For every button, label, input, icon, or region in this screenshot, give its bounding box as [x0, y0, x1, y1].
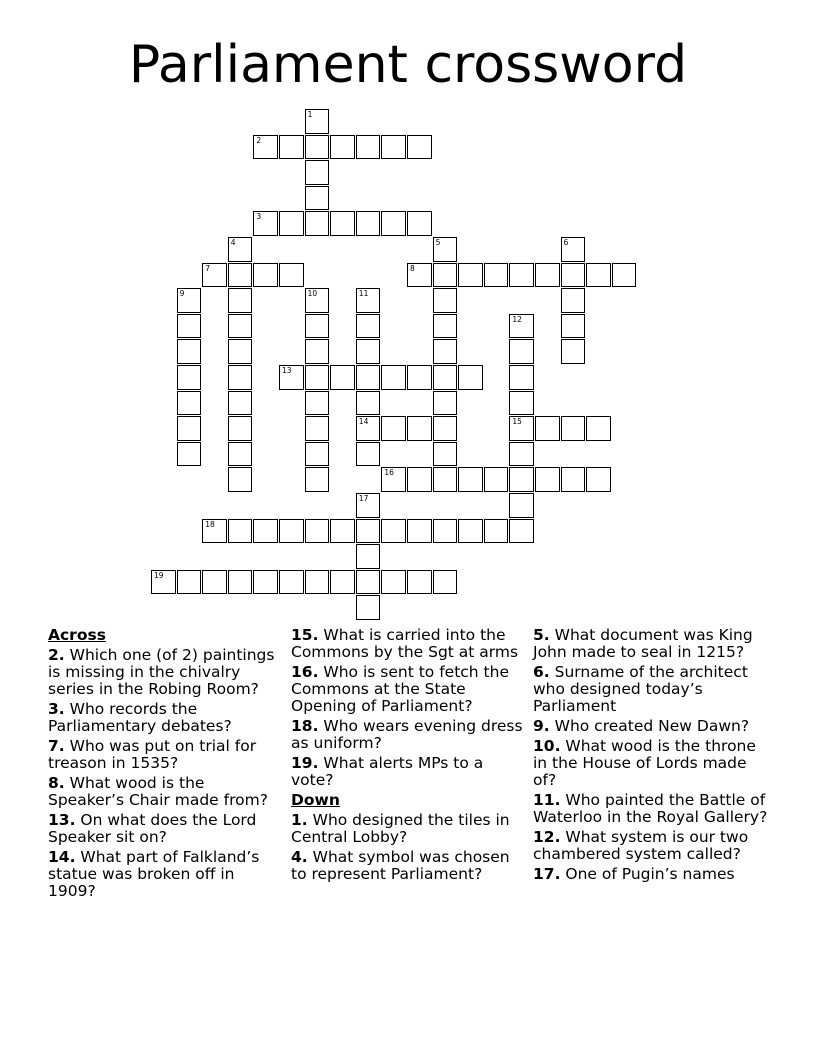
grid-cell[interactable] [177, 288, 202, 313]
clue [291, 849, 527, 883]
grid-cell[interactable] [561, 467, 586, 492]
clue-column-1 [48, 627, 284, 903]
clue-number: 11. [533, 791, 561, 809]
grid-cell[interactable] [356, 339, 381, 364]
clue [533, 792, 769, 826]
clue-text: What wood is the throne in the House of Lords made of? [533, 737, 756, 789]
grid-cell[interactable] [279, 519, 304, 544]
grid-cell[interactable] [433, 467, 458, 492]
grid-cell[interactable] [228, 263, 253, 288]
grid-cell[interactable] [433, 314, 458, 339]
clue [291, 755, 527, 789]
grid-cell[interactable] [509, 391, 534, 416]
clue-number: 15. [291, 626, 319, 644]
grid-cell[interactable] [356, 416, 381, 441]
grid-cell[interactable] [330, 570, 355, 595]
grid-cell[interactable] [535, 416, 560, 441]
grid-cell[interactable] [356, 493, 381, 518]
clue-number: 4. [291, 848, 308, 866]
grid-cell[interactable] [458, 519, 483, 544]
clue [533, 866, 769, 883]
grid-cell[interactable] [509, 365, 534, 390]
grid-cell[interactable] [228, 416, 253, 441]
clue-number-label: 11 [358, 289, 369, 299]
clue-number: 17. [533, 865, 561, 883]
grid-cell[interactable] [356, 442, 381, 467]
grid-cell[interactable] [484, 263, 509, 288]
clue-number: 10. [533, 737, 561, 755]
grid-cell[interactable] [381, 416, 406, 441]
grid-cell[interactable] [305, 160, 330, 185]
grid-cell[interactable] [381, 519, 406, 544]
grid-cell[interactable] [458, 263, 483, 288]
grid-cell[interactable] [586, 263, 611, 288]
clue-number-label: 2 [256, 135, 262, 145]
grid-cell[interactable] [509, 339, 534, 364]
grid-cell[interactable] [305, 519, 330, 544]
grid-cell[interactable] [330, 519, 355, 544]
clue-text: Who painted the Battle of Waterloo in the Royal Gallery? [533, 791, 768, 826]
clue-text: On what does the Lord Speaker sit on? [48, 811, 257, 846]
clue-number-label: 6 [563, 238, 569, 247]
clue-number-label: 3 [256, 212, 262, 222]
clue [48, 849, 284, 900]
grid-cell[interactable] [407, 211, 432, 236]
clue-text: What is carried into the Commons by the Sgt at arms [291, 626, 519, 661]
grid-cell[interactable] [484, 519, 509, 544]
grid-cell[interactable] [305, 570, 330, 595]
grid-cell[interactable] [561, 288, 586, 313]
clue [291, 718, 527, 752]
grid-cell[interactable] [407, 519, 432, 544]
grid-cell[interactable] [305, 339, 330, 364]
grid-cell[interactable] [177, 442, 202, 467]
grid-cell[interactable] [407, 416, 432, 441]
grid-cell[interactable] [305, 109, 330, 134]
grid-cell[interactable] [561, 237, 586, 262]
grid-cell[interactable] [202, 263, 227, 288]
clue-number: 18. [291, 717, 319, 735]
grid-cell[interactable] [228, 365, 253, 390]
grid-cell[interactable] [305, 391, 330, 416]
clue-number: 13. [48, 811, 76, 829]
grid-cell[interactable] [177, 314, 202, 339]
grid-cell[interactable] [151, 570, 176, 595]
grid-cell[interactable] [612, 263, 637, 288]
grid-cell[interactable] [433, 263, 458, 288]
grid-cell[interactable] [228, 339, 253, 364]
grid-cell[interactable] [253, 211, 278, 236]
clue-text: Surname of the architect who designed today’s Parliament [533, 663, 748, 715]
grid-cell[interactable] [509, 442, 534, 467]
clue-text: Who designed the tiles in Central Lobby? [291, 811, 510, 846]
grid-cell[interactable] [305, 211, 330, 236]
grid-cell[interactable] [177, 570, 202, 595]
clue-number-label: 12 [512, 314, 522, 324]
clue-text: Who created New Dawn? [554, 717, 750, 735]
grid-cell[interactable] [586, 416, 611, 441]
clue-number: 1. [291, 811, 308, 829]
clue-number-label: 5 [435, 238, 441, 247]
grid-cell[interactable] [228, 442, 253, 467]
grid-cell[interactable] [433, 519, 458, 544]
clue-text: What system is our two chambered system called? [533, 828, 749, 863]
grid-cell[interactable] [407, 263, 432, 288]
grid-cell[interactable] [433, 237, 458, 262]
grid-cell[interactable] [509, 416, 534, 441]
clue [533, 664, 769, 715]
clue-text: What symbol was chosen to represent Parliament? [291, 848, 510, 883]
clue-number: 2. [48, 646, 65, 664]
grid-cell[interactable] [586, 467, 611, 492]
grid-cell[interactable] [356, 570, 381, 595]
clue-number: 19. [291, 754, 319, 772]
grid-cell[interactable] [279, 570, 304, 595]
grid-cell[interactable] [356, 544, 381, 569]
grid-cell[interactable] [509, 467, 534, 492]
grid-cell[interactable] [228, 237, 253, 262]
grid-cell[interactable] [356, 135, 381, 160]
clue [533, 738, 769, 789]
clue-number-label: 8 [410, 263, 415, 273]
clue-number-label: 9 [179, 289, 185, 299]
grid-cell[interactable] [356, 391, 381, 416]
clue [533, 627, 769, 661]
down-heading: Down [291, 791, 340, 809]
grid-cell[interactable] [381, 211, 406, 236]
grid-cell[interactable] [407, 365, 432, 390]
clue-number-label: 1 [307, 110, 313, 119]
grid-cell[interactable] [228, 467, 253, 492]
clue-number: 9. [533, 717, 550, 735]
clue-text: What alerts MPs to a vote? [291, 754, 484, 789]
clue [291, 812, 527, 846]
clue [48, 738, 284, 772]
puzzle-title: Parliament crossword [128, 35, 688, 95]
grid-cell[interactable] [381, 570, 406, 595]
clue-number: 14. [48, 848, 76, 866]
clue-text: Who was put on trial for treason in 1535? [48, 737, 257, 772]
clue [48, 647, 284, 698]
clue [533, 829, 769, 863]
grid-cell[interactable] [202, 570, 227, 595]
clue-number: 7. [48, 737, 65, 755]
clue [48, 701, 284, 735]
grid-cell[interactable] [228, 314, 253, 339]
grid-cell[interactable] [381, 467, 406, 492]
grid-cell[interactable] [535, 263, 560, 288]
grid-cell[interactable] [433, 442, 458, 467]
grid-cell[interactable] [330, 211, 355, 236]
grid-cell[interactable] [433, 391, 458, 416]
grid-cell[interactable] [305, 467, 330, 492]
grid-cell[interactable] [407, 467, 432, 492]
clue-text: Who is sent to fetch the Commons at the State Opening of Parliament? [291, 663, 509, 715]
grid-cell[interactable] [228, 570, 253, 595]
across-heading: Across [48, 626, 106, 644]
grid-cell[interactable] [279, 365, 304, 390]
grid-cell[interactable] [433, 339, 458, 364]
clue [48, 812, 284, 846]
clue-number: 3. [48, 700, 65, 718]
grid-cell[interactable] [356, 519, 381, 544]
clue-text: Who wears evening dress as uniform? [291, 717, 523, 752]
clue-number-label: 7 [205, 263, 210, 273]
grid-cell[interactable] [509, 519, 534, 544]
grid-cell[interactable] [381, 365, 406, 390]
clue-number-label: 15 [512, 417, 522, 427]
grid-cell[interactable] [202, 519, 227, 544]
grid-cell[interactable] [433, 365, 458, 390]
clue [48, 775, 284, 809]
grid-cell[interactable] [561, 416, 586, 441]
grid-cell[interactable] [509, 314, 534, 339]
clue-column-2 [291, 627, 527, 886]
clue-text: Who records the Parliamentary debates? [48, 700, 232, 735]
grid-cell[interactable] [407, 570, 432, 595]
clue-text: What document was King John made to seal in 1215? [533, 626, 753, 661]
grid-cell[interactable] [433, 570, 458, 595]
clue-number: 5. [533, 626, 550, 644]
clue-number-label: 14 [358, 417, 369, 427]
clue-number-label: 19 [154, 570, 164, 580]
grid-cell[interactable] [305, 186, 330, 211]
clue-text: What wood is the Speaker’s Chair made from? [48, 774, 268, 809]
grid-cell[interactable] [253, 519, 278, 544]
clue-text: One of Pugin’s names [565, 865, 735, 883]
grid-cell[interactable] [279, 263, 304, 288]
grid-cell[interactable] [305, 365, 330, 390]
grid-cell[interactable] [177, 391, 202, 416]
grid-cell[interactable] [509, 493, 534, 518]
grid-cell[interactable] [228, 519, 253, 544]
clue-number-label: 18 [205, 519, 215, 529]
clue-number: 8. [48, 774, 65, 792]
grid-cell[interactable] [356, 365, 381, 390]
grid-cell[interactable] [253, 570, 278, 595]
clue-number: 12. [533, 828, 561, 846]
clue-number-label: 4 [230, 238, 236, 247]
grid-cell[interactable] [356, 595, 381, 620]
grid-cell[interactable] [356, 211, 381, 236]
clue-number-label: 13 [282, 366, 292, 375]
grid-cell[interactable] [535, 467, 560, 492]
clue-number-label: 16 [384, 468, 394, 478]
grid-cell[interactable] [177, 339, 202, 364]
grid-cell[interactable] [561, 314, 586, 339]
grid-cell[interactable] [253, 135, 278, 160]
grid-cell[interactable] [356, 288, 381, 313]
grid-cell[interactable] [330, 365, 355, 390]
grid-cell[interactable] [305, 288, 330, 313]
grid-cell[interactable] [356, 314, 381, 339]
grid-cell[interactable] [228, 391, 253, 416]
grid-cell[interactable] [561, 263, 586, 288]
grid-cell[interactable] [509, 263, 534, 288]
grid-cell[interactable] [305, 314, 330, 339]
grid-cell[interactable] [458, 365, 483, 390]
clue-number: 6. [533, 663, 550, 681]
grid-cell[interactable] [484, 467, 509, 492]
grid-cell[interactable] [433, 416, 458, 441]
grid-cell[interactable] [305, 442, 330, 467]
grid-cell[interactable] [177, 416, 202, 441]
grid-cell[interactable] [381, 135, 406, 160]
grid-cell[interactable] [305, 135, 330, 160]
grid-cell[interactable] [561, 339, 586, 364]
clue-number-label: 17 [358, 494, 369, 503]
clue-text: What part of Falkland’s statue was broken off in 1909? [48, 848, 260, 900]
grid-cell[interactable] [279, 211, 304, 236]
clue [291, 627, 527, 661]
grid-cell[interactable] [458, 467, 483, 492]
grid-cell[interactable] [433, 288, 458, 313]
clue [291, 664, 527, 715]
clue-column-3 [533, 627, 769, 886]
grid-cell[interactable] [330, 135, 355, 160]
grid-cell[interactable] [253, 263, 278, 288]
grid-cell[interactable] [177, 365, 202, 390]
clue-number: 16. [291, 663, 319, 681]
grid-cell[interactable] [279, 135, 304, 160]
clue [533, 718, 769, 735]
grid-cell[interactable] [228, 288, 253, 313]
grid-cell[interactable] [305, 416, 330, 441]
clue-text: Which one (of 2) paintings is missing in the chivalry series in the Robing Room? [48, 646, 275, 698]
grid-cell[interactable] [407, 135, 432, 160]
clue-number-label: 10 [307, 289, 318, 299]
